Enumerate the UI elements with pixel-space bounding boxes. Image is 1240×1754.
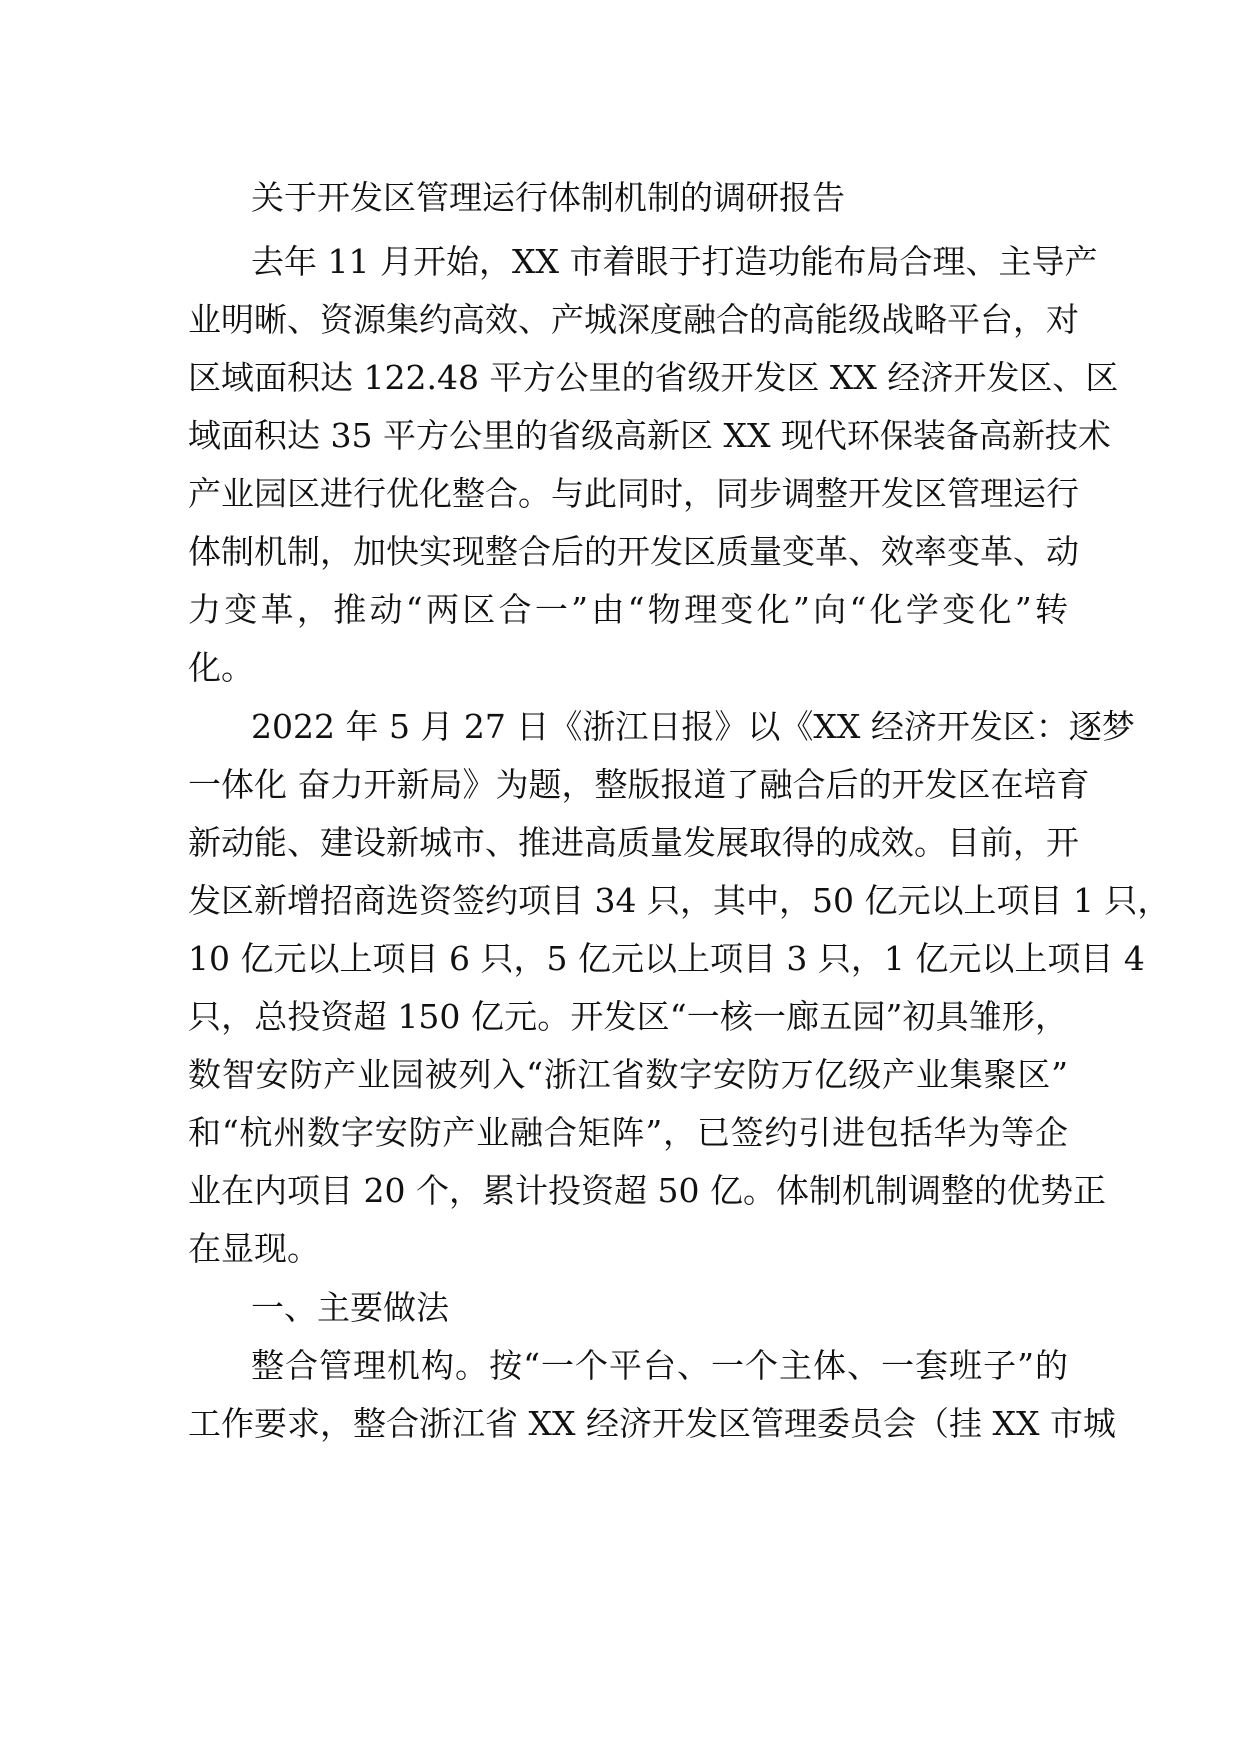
paragraph-line: 只，总投资超 150 亿元。开发区“一核一廊五园”初具雏形， [188, 997, 1068, 1036]
paragraph-line: 2022 年 5 月 27 日《浙江日报》以《XX 经济开发区：逐梦 [251, 707, 1135, 746]
paragraph-line: 和“杭州数字安防产业融合矩阵”，已签约引进包括华为等企 [188, 1113, 1068, 1152]
paragraph-line: 区域面积达 122.48 平方公里的省级开发区 XX 经济开发区、区 [188, 358, 1119, 397]
paragraph-line: 化。 [188, 648, 254, 687]
paragraph-line: 域面积达 35 平方公里的省级高新区 XX 现代环保装备高新技术 [188, 416, 1111, 455]
paragraph-line: 数智安防产业园被列入“浙江省数字安防万亿级产业集聚区” [188, 1055, 1068, 1094]
paragraph-line: 在显现。 [188, 1229, 320, 1268]
paragraph-line: 体制机制，加快实现整合后的开发区质量变革、效率变革、动 [188, 532, 1079, 571]
section-heading: 一、主要做法 [251, 1288, 449, 1327]
paragraph-line: 整合管理机构。按“一个平台、一个主体、一套班子”的 [251, 1346, 1068, 1385]
paragraph-line: 发区新增招商选资签约项目 34 只，其中，50 亿元以上项目 1 只， [188, 881, 1171, 920]
paragraph-line: 一体化 奋力开新局》为题，整版报道了融合后的开发区在培育 [188, 765, 1090, 804]
paragraph-line: 力变革，推动“两区合一”由“物理变化”向“化学变化”转 [188, 590, 1068, 629]
paragraph-line: 业在内项目 20 个，累计投资超 50 亿。体制机制调整的优势正 [188, 1171, 1106, 1210]
paragraph-line: 产业园区进行优化整合。与此同时，同步调整开发区管理运行 [188, 474, 1079, 513]
paragraph-line: 去年 11 月开始，XX 市着眼于打造功能布局合理、主导产 [251, 242, 1098, 281]
paragraph-line: 业明晰、资源集约高效、产城深度融合的高能级战略平台，对 [188, 300, 1079, 339]
document-title: 关于开发区管理运行体制机制的调研报告 [251, 178, 845, 217]
paragraph-line: 工作要求，整合浙江省 XX 经济开发区管理委员会（挂 XX 市城 [188, 1404, 1116, 1443]
paragraph-line: 10 亿元以上项目 6 只，5 亿元以上项目 3 只，1 亿元以上项目 4 [188, 939, 1145, 978]
paragraph-line: 新动能、建设新城市、推进高质量发展取得的成效。目前，开 [188, 823, 1079, 862]
